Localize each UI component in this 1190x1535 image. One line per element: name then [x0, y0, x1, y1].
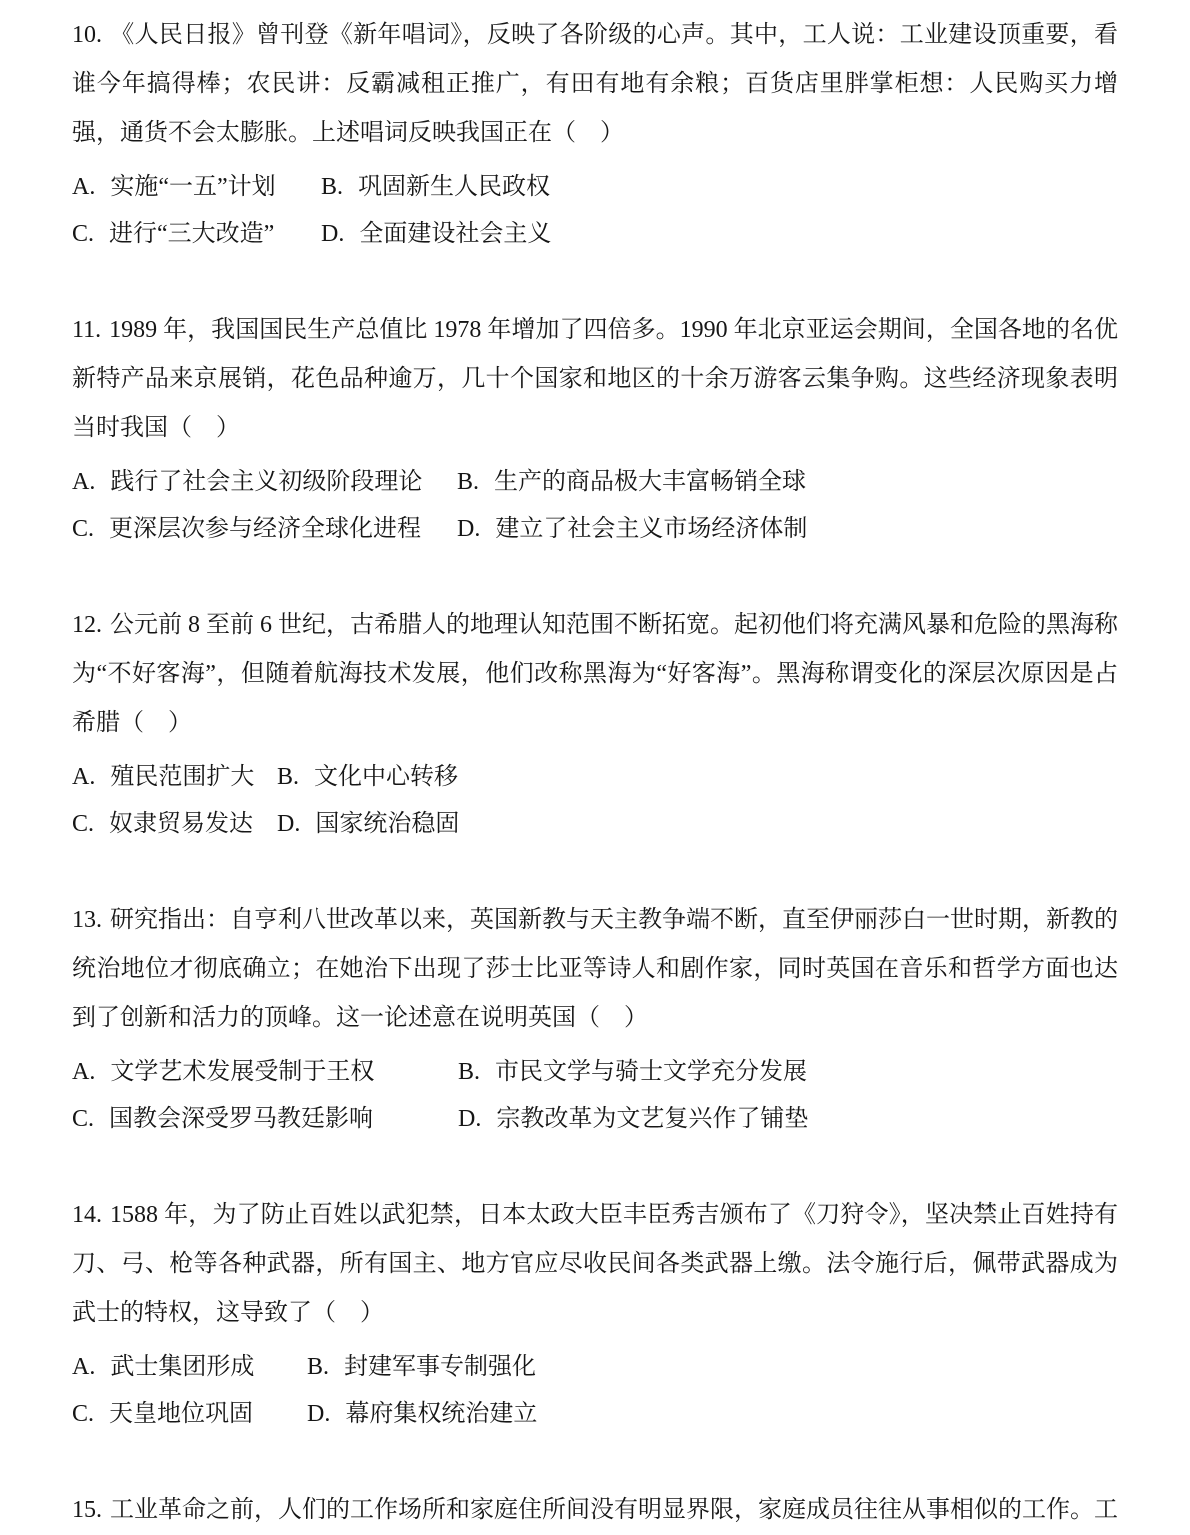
option-a [72, 1049, 458, 1096]
option-c [72, 1391, 307, 1438]
option-row [72, 459, 1118, 506]
question-number: 11. [72, 317, 102, 343]
question-number: 14. [72, 1202, 102, 1228]
option-text: 全面建设社会主义 [359, 221, 552, 247]
question-stem [72, 1191, 1118, 1338]
option-row [72, 1344, 1118, 1391]
question-stem-text: 《人民日报》曾刊登《新年唱词》，反映了各阶级的心声。其中，工人说：工业建设顶重要，看谁今年搞得棒；农民讲：反霸减租正推广，有田有地有余粮；百货店里胖掌柜想：人民购买力增强，通货不会太膨胀。上述唱词反映我国正在（ ） [72, 22, 1118, 146]
option-label: D. [307, 1401, 331, 1427]
option-b [307, 1344, 536, 1391]
option-label: C. [72, 1401, 95, 1427]
option-row [72, 164, 1118, 211]
option-c [72, 211, 321, 258]
question-stem [72, 306, 1118, 453]
option-row [72, 1096, 1118, 1143]
option-d [458, 1096, 808, 1143]
question-stem-text: 1989 年，我国国民生产总值比 1978 年增加了四倍多。1990 年北京亚运会期间，全国各地的名优新特产品来京展销，花色品种逾万，几十个国家和地区的十余万游客云集争购。这些经济现象表明当时我国（ ） [72, 317, 1118, 441]
option-text: 宗教改革为文艺复兴作了铺垫 [496, 1106, 809, 1132]
option-d [307, 1391, 537, 1438]
options-list [72, 164, 1118, 258]
option-label: C. [72, 1106, 95, 1132]
option-row [72, 506, 1118, 553]
question-11 [72, 306, 1118, 553]
option-label: C. [72, 811, 95, 837]
option-text: 文化中心转移 [314, 764, 459, 790]
option-text: 市民文学与骑士文学充分发展 [495, 1059, 808, 1085]
option-b [277, 754, 458, 801]
option-text: 武士集团形成 [110, 1354, 255, 1380]
option-text: 奴隶贸易发达 [109, 811, 254, 837]
option-d [321, 211, 551, 258]
options-list [72, 1344, 1118, 1438]
option-row [72, 801, 1118, 848]
option-row [72, 1049, 1118, 1096]
question-stem [72, 1486, 1118, 1535]
option-text: 生产的商品极大丰富畅销全球 [494, 469, 807, 495]
question-15 [72, 1486, 1118, 1535]
options-list [72, 459, 1118, 553]
option-label: A. [72, 764, 96, 790]
option-text: 更深层次参与经济全球化进程 [109, 516, 422, 542]
question-12 [72, 601, 1118, 848]
option-a [72, 1344, 307, 1391]
question-number: 15. [72, 1497, 102, 1523]
option-text: 巩固新生人民政权 [358, 174, 551, 200]
option-label: A. [72, 469, 96, 495]
option-row [72, 1391, 1118, 1438]
question-number: 10. [72, 22, 102, 48]
options-list [72, 754, 1118, 848]
option-text: 进行“三大改造” [109, 221, 275, 247]
question-stem [72, 11, 1118, 158]
option-label: B. [277, 764, 300, 790]
question-number: 12. [72, 612, 102, 638]
option-label: C. [72, 221, 95, 247]
option-text: 国家统治稳固 [315, 811, 460, 837]
option-label: D. [458, 1106, 482, 1132]
option-label: B. [307, 1354, 330, 1380]
question-stem-text: 1588 年，为了防止百姓以武犯禁，日本太政大臣丰臣秀吉颁布了《刀狩令》，坚决禁止百姓持有刀、弓、枪等各种武器，所有国主、地方官应尽收民间各类武器上缴。法令施行后，佩带武器成为武士的特权，这导致了（ ） [72, 1202, 1118, 1326]
question-number: 13. [72, 907, 102, 933]
option-label: B. [458, 1059, 481, 1085]
option-text: 幕府集权统治建立 [345, 1401, 538, 1427]
option-b [321, 164, 550, 211]
question-stem [72, 896, 1118, 1043]
question-10 [72, 11, 1118, 258]
option-label: D. [457, 516, 481, 542]
option-text: 封建军事专制强化 [344, 1354, 537, 1380]
option-label: A. [72, 1059, 96, 1085]
option-a [72, 459, 457, 506]
option-a [72, 164, 321, 211]
option-label: A. [72, 174, 96, 200]
option-b [458, 1049, 807, 1096]
question-stem-text: 工业革命之前，人们的工作场所和家庭住所间没有明显界限，家庭成员往往从事相似的工作。工 [110, 1497, 1118, 1523]
option-b [457, 459, 806, 506]
option-text: 建立了社会主义市场经济体制 [495, 516, 808, 542]
question-stem-text: 公元前 8 至前 6 世纪，古希腊人的地理认知范围不断拓宽。起初他们将充满风暴和危险的黑海称为“不好客海”，但随着航海技术发展，他们改称黑海为“好客海”。黑海称谓变化的深层次原因是占希腊（ ） [72, 612, 1118, 736]
option-label: B. [457, 469, 480, 495]
option-label: D. [321, 221, 345, 247]
question-13 [72, 896, 1118, 1143]
option-label: C. [72, 516, 95, 542]
option-text: 文学艺术发展受制于王权 [110, 1059, 375, 1085]
option-label: A. [72, 1354, 96, 1380]
option-row [72, 754, 1118, 801]
question-stem [72, 601, 1118, 748]
option-text: 天皇地位巩固 [109, 1401, 254, 1427]
option-c [72, 801, 277, 848]
option-c [72, 506, 457, 553]
option-row [72, 211, 1118, 258]
question-14 [72, 1191, 1118, 1438]
option-d [457, 506, 807, 553]
option-text: 实施“一五”计划 [110, 174, 276, 200]
option-label: D. [277, 811, 301, 837]
option-label: B. [321, 174, 344, 200]
option-text: 殖民范围扩大 [110, 764, 255, 790]
option-a [72, 754, 277, 801]
option-text: 国教会深受罗马教廷影响 [109, 1106, 374, 1132]
options-list [72, 1049, 1118, 1143]
option-d [277, 801, 459, 848]
option-text: 践行了社会主义初级阶段理论 [110, 469, 423, 495]
question-stem-text: 研究指出：自亨利八世改革以来，英国新教与天主教争端不断，直至伊丽莎白一世时期，新教的统治地位才彻底确立；在她治下出现了莎士比亚等诗人和剧作家，同时英国在音乐和哲学方面也达到了创新和活力的顶峰。这一论述意在说明英国（ ） [72, 907, 1118, 1031]
option-c [72, 1096, 458, 1143]
